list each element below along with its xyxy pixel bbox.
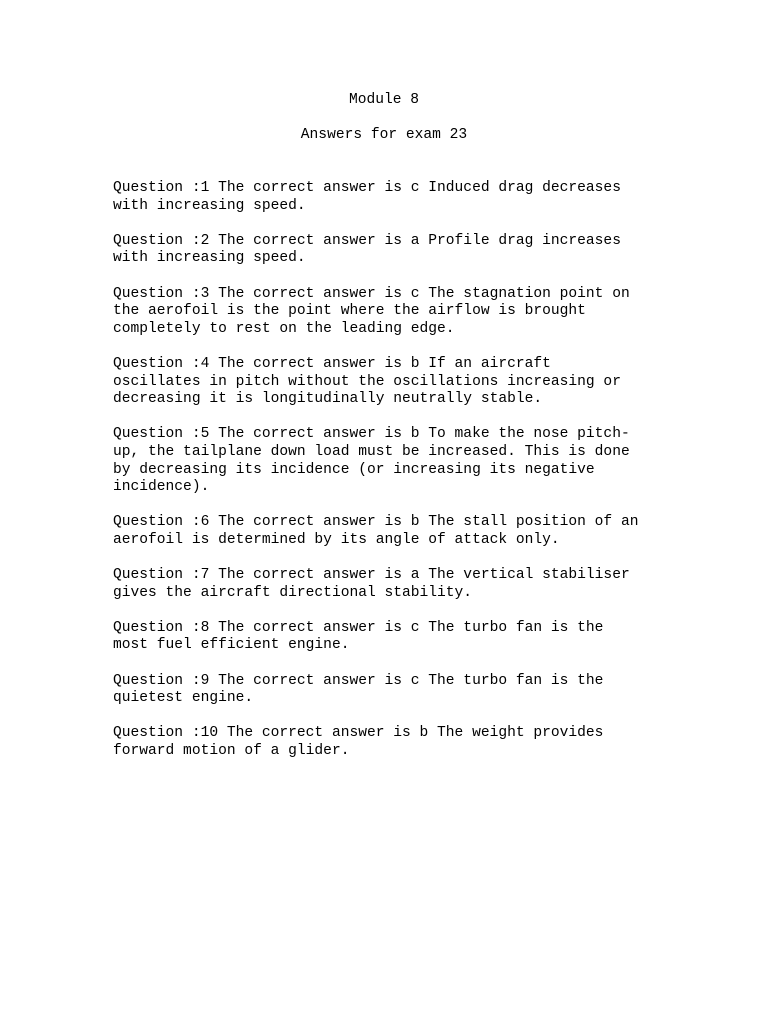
answer-line: Question :2 The correct answer is a Profile drag increases <box>113 232 621 249</box>
answer-item <box>113 514 673 549</box>
answer-line: forward motion of a glider. <box>113 743 350 759</box>
answer-line: decreasing it is longitudinally neutrally stable. <box>113 391 543 408</box>
answer-item <box>113 620 673 655</box>
answer-item <box>113 286 673 339</box>
answer-line: completely to rest on the leading edge. <box>113 320 455 337</box>
answer-line: Question :4 The correct answer is b If an aircraft <box>113 355 551 372</box>
answer-item <box>113 567 673 602</box>
answer-line: Question :5 The correct answer is b To make the nose pitch- <box>113 426 630 443</box>
answer-line: Question :6 The correct answer is b The stall position of an <box>113 514 639 531</box>
answer-line: up, the tailplane down load must be increased. This is done <box>113 443 630 460</box>
answer-line: gives the aircraft directional stability. <box>113 584 473 601</box>
answer-item <box>113 356 673 409</box>
answer-line: oscillates in pitch without the oscillations increasing or <box>113 373 621 390</box>
answer-line: with increasing speed. <box>113 250 306 267</box>
answer-line: Question :3 The correct answer is c The stagnation point on <box>113 285 630 302</box>
answer-line: aerofoil is determined by its angle of attack only. <box>113 531 560 548</box>
answer-line: incidence). <box>113 479 210 496</box>
answer-list <box>113 180 673 778</box>
answer-line: Question :8 The correct answer is c The turbo fan is the <box>113 619 604 636</box>
answer-item <box>113 673 673 708</box>
answer-line: most fuel efficient engine. <box>113 637 350 654</box>
answer-item <box>113 426 673 496</box>
answer-item <box>113 180 673 215</box>
answer-line: Question :1 The correct answer is c Induced drag decreases <box>113 180 621 196</box>
answer-item <box>113 233 673 268</box>
answer-line: Question :9 The correct answer is c The turbo fan is the <box>113 672 604 689</box>
answer-line: quietest engine. <box>113 690 254 707</box>
answer-item <box>113 725 673 760</box>
module-title: Module 8 <box>348 92 420 108</box>
answer-line: with increasing speed. <box>113 197 306 214</box>
answer-line: Question :7 The correct answer is a The vertical stabiliser <box>113 567 630 584</box>
answer-line: Question :10 The correct answer is b The weight provides <box>113 725 604 742</box>
answer-line: by decreasing its incidence (or increasing its negative <box>113 461 595 478</box>
answer-line: the aerofoil is the point where the airflow is brought <box>113 303 586 320</box>
exam-title: Answers for exam 23 <box>300 127 468 143</box>
